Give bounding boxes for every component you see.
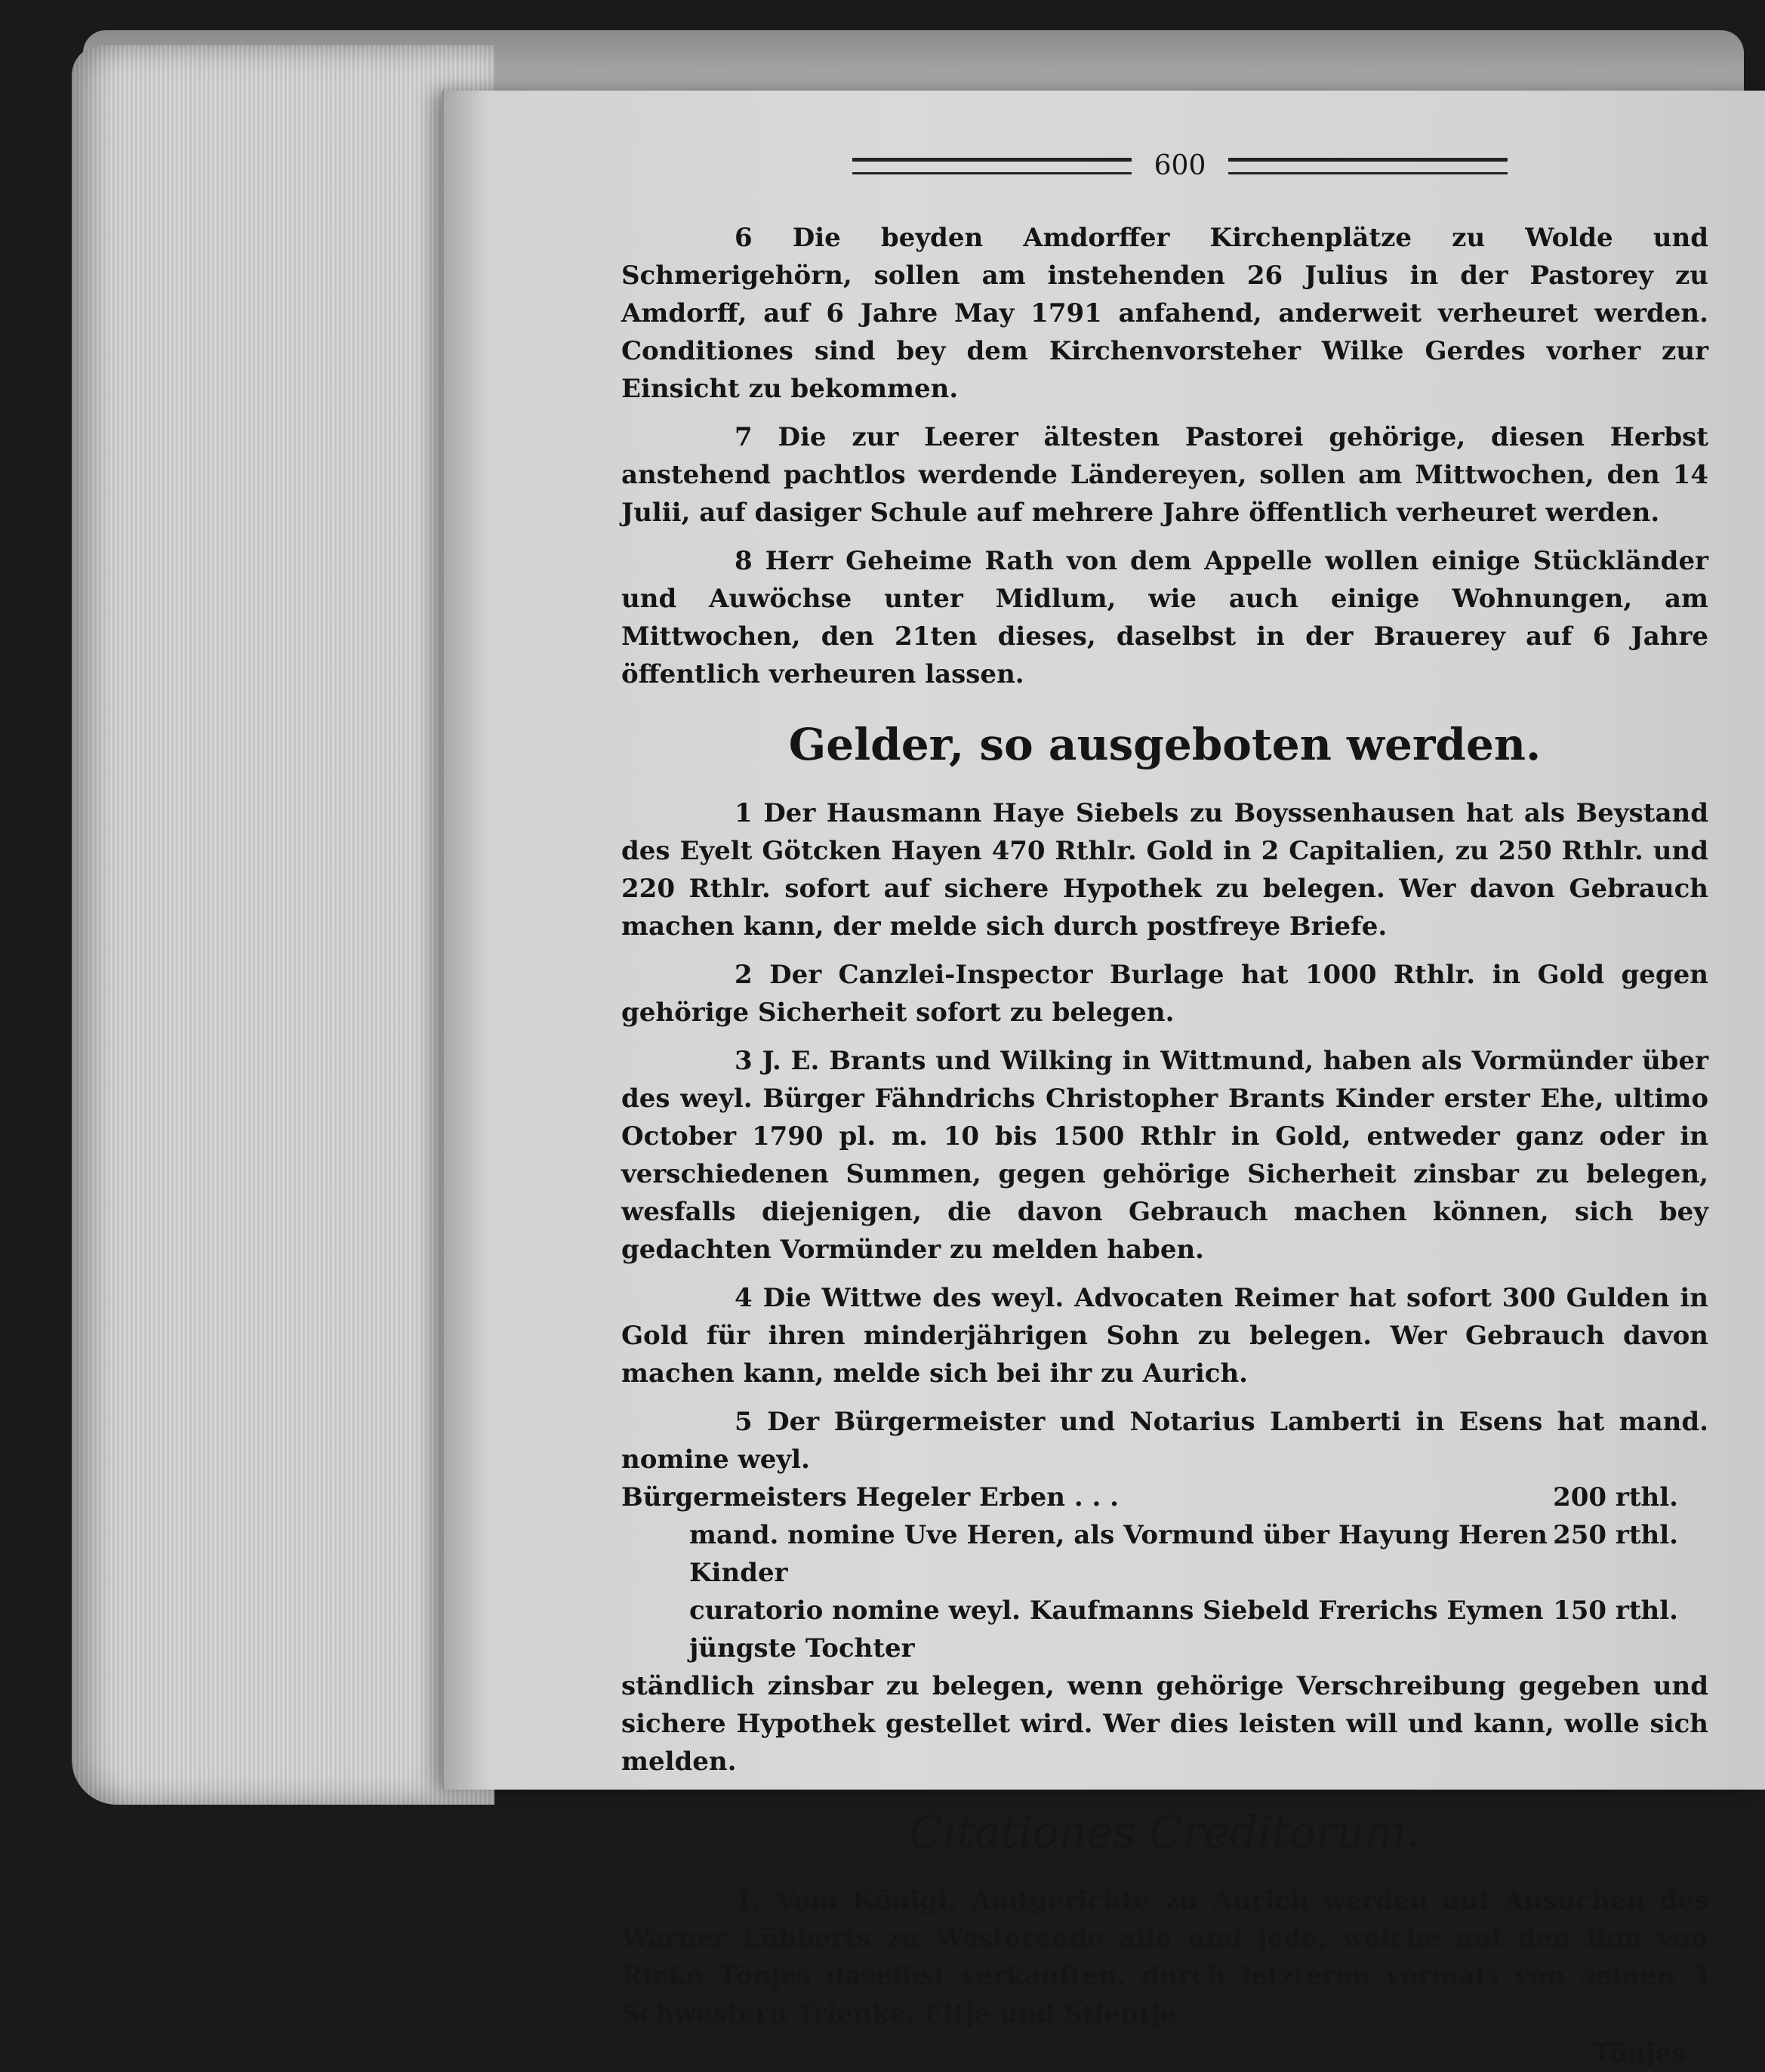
notice-paragraph: 7 Die zur Leerer ältesten Pastorei gehörige, diesen Herbst anstehend pachtlos werdende Ländereyen, sollen am Mittwochen, den 14 Julii, auf dasiger Schule auf mehrere Jahre öffentlich verheuret werden. — [621, 422, 1708, 528]
section-heading-citationes: Citationes Creditorum. — [909, 1806, 1421, 1858]
item5-outro: ständlich zinsbar zu belegen, wenn gehörige Verschreibung gegeben und sichere Hypothek gestellet wird. Wer dies leisten will und kann, wolle sich melden. — [621, 1671, 1708, 1777]
amount-label: mand. nomine Uve Heren, als Vormund über Hayung Heren Kinder — [689, 1520, 1548, 1588]
page-content — [621, 143, 1708, 2072]
item5-intro: 5 Der Bürgermeister und Notarius Lamberti in Esens hat mand. nomine weyl. — [621, 1407, 1708, 1475]
amount-value: 150 rthl. — [1553, 1596, 1678, 1626]
header-rule-right — [1228, 158, 1508, 174]
book-page — [442, 91, 1765, 2068]
notice-paragraph: 1. Vom Königl. Amtgerichte zu Aurich werden auf Ansuchen des Warner Lübberts zu Westerende alle und jede, welche auf den ihm von Rieke Tönjes daselbst verkauften, durch letzteren vormals von seinen 3 Schwestern Trienke, Eitje und Stientje — [621, 1885, 1708, 2029]
amount-label: curatorio nomine weyl. Kaufmanns Siebeld Frerichs Eymen jüngste Tochter — [689, 1596, 1544, 1663]
notice-paragraph: 2 Der Canzlei-Inspector Burlage hat 1000 Rthlr. in Gold gegen gehörige Sicherheit sofort zu belegen. — [621, 960, 1708, 1028]
amount-value: 250 rthl. — [1553, 1520, 1678, 1550]
notice-item-5 — [621, 1403, 1708, 1781]
notice-paragraph: 6 Die beyden Amdorffer Kirchenplätze zu Wolde und Schmerigehörn, sollen am instehenden 26 Julius in der Pastorey zu Amdorff, auf 6 Jahre May 1791 anfahend, anderweit verheuret werden. Conditiones sind bey dem Kirchenvorsteher Wilke Gerdes vorher zur Einsicht zu bekommen. — [621, 223, 1708, 404]
amount-row — [621, 1592, 1708, 1667]
amount-row — [621, 1478, 1708, 1516]
catchword: Tönjes — [1592, 2038, 1686, 2068]
notice-paragraph: 1 Der Hausmann Haye Siebels zu Boyssenhausen hat als Beystand des Eyelt Götcken Hayen 470 Rthlr. Gold in 2 Capitalien, zu 250 Rthlr. und 220 Rthlr. sofort auf sichere Hypothek zu belegen. Wer davon Gebrauch machen kann, der melde sich durch postfreye Briefe. — [621, 798, 1708, 942]
notice-paragraph: 4 Die Wittwe des weyl. Advocaten Reimer hat sofort 300 Gulden in Gold für ihren minderjährigen Sohn zu belegen. Wer Gebrauch davon machen kann, melde sich bei ihr zu Aurich. — [621, 1283, 1708, 1389]
amount-row — [621, 1516, 1708, 1592]
section-heading-gelder: Gelder, so ausgeboten werden. — [788, 719, 1542, 770]
page-number: 600 — [1154, 150, 1206, 181]
amount-label: Bürgermeisters Hegeler Erben . . . — [621, 1482, 1120, 1512]
amount-value: 200 rthl. — [1553, 1482, 1678, 1512]
book-page-edges — [72, 45, 494, 1805]
page-header — [651, 143, 1708, 189]
notice-paragraph: 3 J. E. Brants und Wilking in Wittmund, haben als Vormünder über des weyl. Bürger Fähndrichs Christopher Brants Kinder erster Ehe, ultimo October 1790 pl. m. 10 bis 1500 Rthlr in Gold, entweder ganz oder in verschiedenen Summen, gegen gehörige Sicherheit zinsbar zu belegen, wesfalls diejenigen, die davon Gebrauch machen können, sich bey gedachten Vormünder zu melden haben. — [621, 1046, 1708, 1265]
header-rule-left — [852, 158, 1132, 174]
notice-paragraph: 8 Herr Geheime Rath von dem Appelle wollen einige Stückländer und Auwöchse unter Midlum, wie auch einige Wohnungen, am Mittwochen, den 21ten dieses, daselbst in der Brauerey auf 6 Jahre öffentlich verheuren lassen. — [621, 546, 1708, 689]
